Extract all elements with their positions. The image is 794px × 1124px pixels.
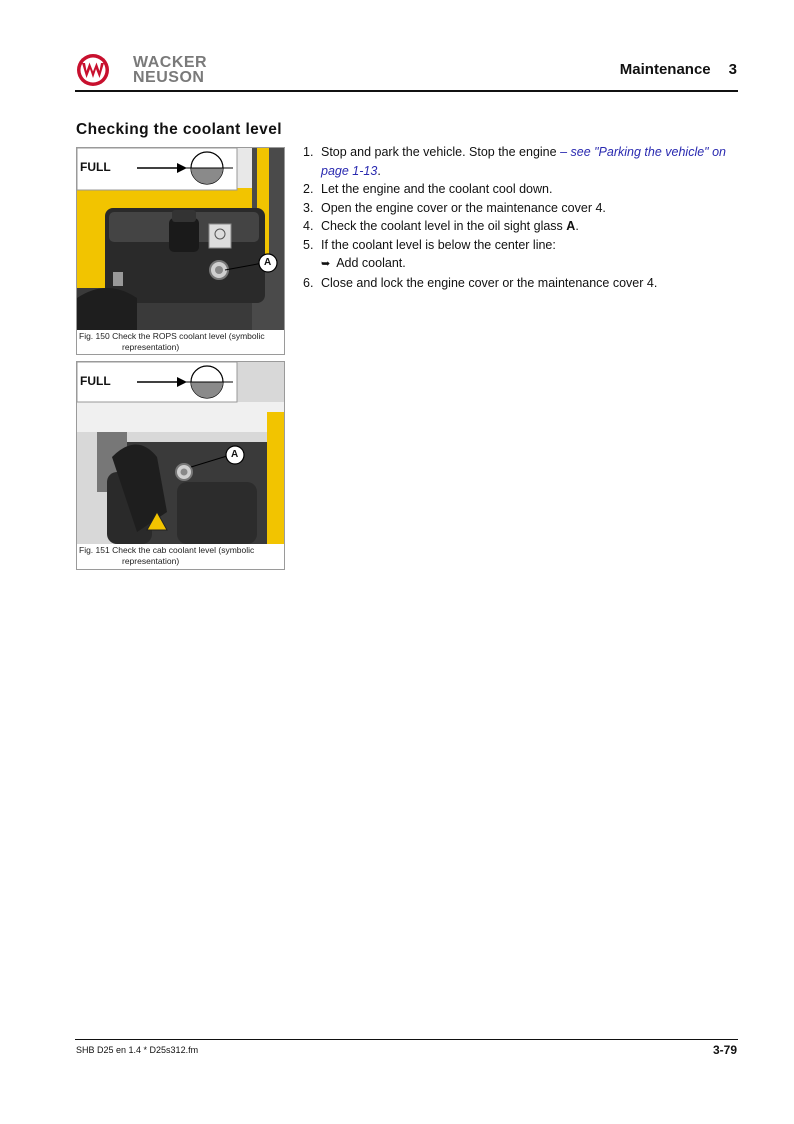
step-suffix: . (575, 219, 579, 233)
page-number: 3-79 (712, 1043, 737, 1057)
full-level-label: FULL (80, 374, 111, 388)
callout-a: A (264, 257, 272, 268)
step-number: 4. (303, 219, 314, 233)
caption-line-2: representation) (122, 555, 180, 566)
step-item (303, 199, 743, 218)
logo-line-1: WACKER (133, 54, 208, 71)
step-text: Let the engine and the coolant cool down. (321, 182, 553, 196)
figure-151 (76, 361, 285, 570)
step-bold-ref: A (566, 219, 576, 233)
step-text: Close and lock the engine cover or the maintenance cover 4. (321, 275, 658, 290)
result-item (303, 254, 743, 274)
step-item (303, 143, 743, 180)
step-number: 6. (303, 275, 314, 290)
figure-caption (79, 331, 265, 352)
document-reference: SHB D25 en 1.4 * D25s312.fm (76, 1045, 199, 1055)
step-text: Add coolant. (336, 256, 406, 270)
running-header (620, 61, 737, 78)
wacker-neuson-logo (76, 53, 226, 89)
result-arrow-icon: ➥ (321, 258, 331, 270)
step-number: 5. (303, 237, 314, 252)
chapter-number: 3 (728, 61, 737, 78)
procedure-steps (303, 143, 743, 292)
step-text: Check the coolant level in the oil sight glass (321, 219, 567, 233)
figure-caption (79, 545, 254, 566)
logo-wordmark (133, 55, 207, 85)
step-number: 1. (303, 145, 314, 159)
callout-a: A (231, 449, 239, 460)
step-item (303, 180, 743, 199)
step-number: 2. (303, 182, 314, 196)
caption-line-1: Fig. 150 Check the ROPS coolant level (symbolic (79, 331, 265, 341)
section-heading: Checking the coolant level (76, 121, 282, 138)
cross-reference-link[interactable]: – see "Parking the vehicle" on page 1-13 (321, 145, 726, 178)
figure-150 (76, 147, 285, 355)
step-item (303, 236, 743, 255)
step-item (303, 274, 743, 293)
caption-line-2: representation) (122, 341, 180, 352)
footer-rule (75, 1039, 738, 1040)
wacker-neuson-logo-icon (76, 53, 110, 87)
section-name: Maintenance (619, 61, 711, 78)
step-text: Open the engine cover or the maintenance cover 4. (321, 200, 606, 215)
caption-line-1: Fig. 151 Check the cab coolant level (symbolic (79, 545, 255, 555)
full-level-label: FULL (80, 160, 111, 174)
header-rule (75, 90, 738, 92)
step-number: 3. (303, 200, 314, 215)
step-item (303, 217, 743, 236)
step-suffix: . (377, 163, 381, 178)
rops-coolant-tank-illustration (77, 148, 284, 330)
step-text: If the coolant level is below the center line: (321, 237, 556, 252)
cab-coolant-tank-illustration (77, 362, 284, 544)
step-text: Stop and park the vehicle. Stop the engine (321, 145, 561, 159)
logo-line-2: NEUSON (133, 69, 205, 86)
